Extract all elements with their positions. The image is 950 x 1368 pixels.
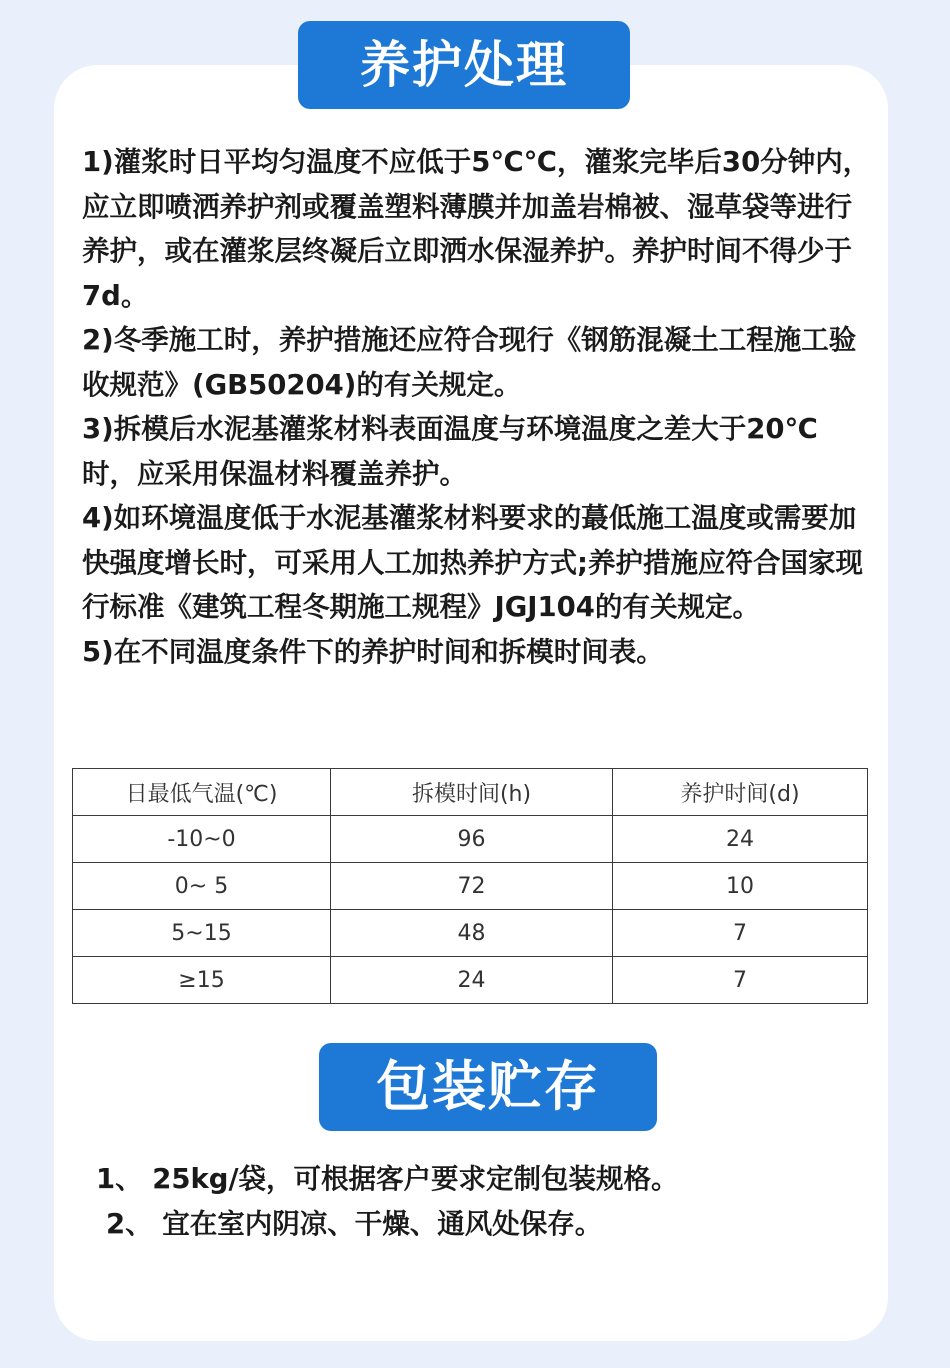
header-demold-time: 拆模时间(h) [331,769,613,816]
section-title-packaging: 包装贮存 [319,1043,657,1131]
curing-instructions [82,140,872,674]
table-row [73,863,868,910]
cell-demold-time: 72 [331,863,613,910]
curing-item-5: 5)在不同温度条件下的养护时间和拆模时间表。 [82,635,664,668]
header-curing-time: 养护时间(d) [613,769,868,816]
cell-curing-time: 24 [613,816,868,863]
cell-demold-time: 24 [331,957,613,1004]
cell-temperature: 5~15 [73,910,331,957]
header-min-temperature: 日最低气温(℃) [73,769,331,816]
cell-temperature: -10~0 [73,816,331,863]
cell-temperature: ≥15 [73,957,331,1004]
curing-item-1: 1)灌浆时日平均匀温度不应低于5℃℃，灌浆完毕后30分钟内，应立即喷洒养护剂或覆盖塑料薄膜并加盖岩棉被、湿草袋等进行养护，或在灌浆层终凝后立即洒水保湿养护。养护时间不得少于7d。 [82,146,871,312]
curing-item-2: 2)冬季施工时，养护措施还应符合现行《钢筋混凝土工程施工验收规范》(GB50204)的有关规定。 [82,324,857,401]
table-header-row [73,769,868,816]
packaging-item-2: 2、 宜在室内阴凉、干燥、通风处保存。 [106,1208,603,1240]
packaging-instructions [96,1157,856,1247]
cell-curing-time: 7 [613,910,868,957]
cell-demold-time: 48 [331,910,613,957]
section-title-curing: 养护处理 [298,21,630,109]
cell-curing-time: 10 [613,863,868,910]
cell-demold-time: 96 [331,816,613,863]
packaging-item-1: 1、 25kg/袋，可根据客户要求定制包装规格。 [96,1163,679,1195]
table-row [73,910,868,957]
curing-item-4: 4)如环境温度低于水泥基灌浆材料要求的蕞低施工温度或需要加快强度增长时，可采用人工加热养护方式;养护措施应符合国家现行标准《建筑工程冬期施工规程》JGJ104的有关规定。 [82,502,863,623]
table-row [73,957,868,1004]
cell-temperature: 0~ 5 [73,863,331,910]
curing-schedule-table [72,768,868,1004]
curing-item-3: 3)拆模后水泥基灌浆材料表面温度与环境温度之差大于20℃时，应采用保温材料覆盖养护。 [82,413,818,490]
cell-curing-time: 7 [613,957,868,1004]
table-row [73,816,868,863]
